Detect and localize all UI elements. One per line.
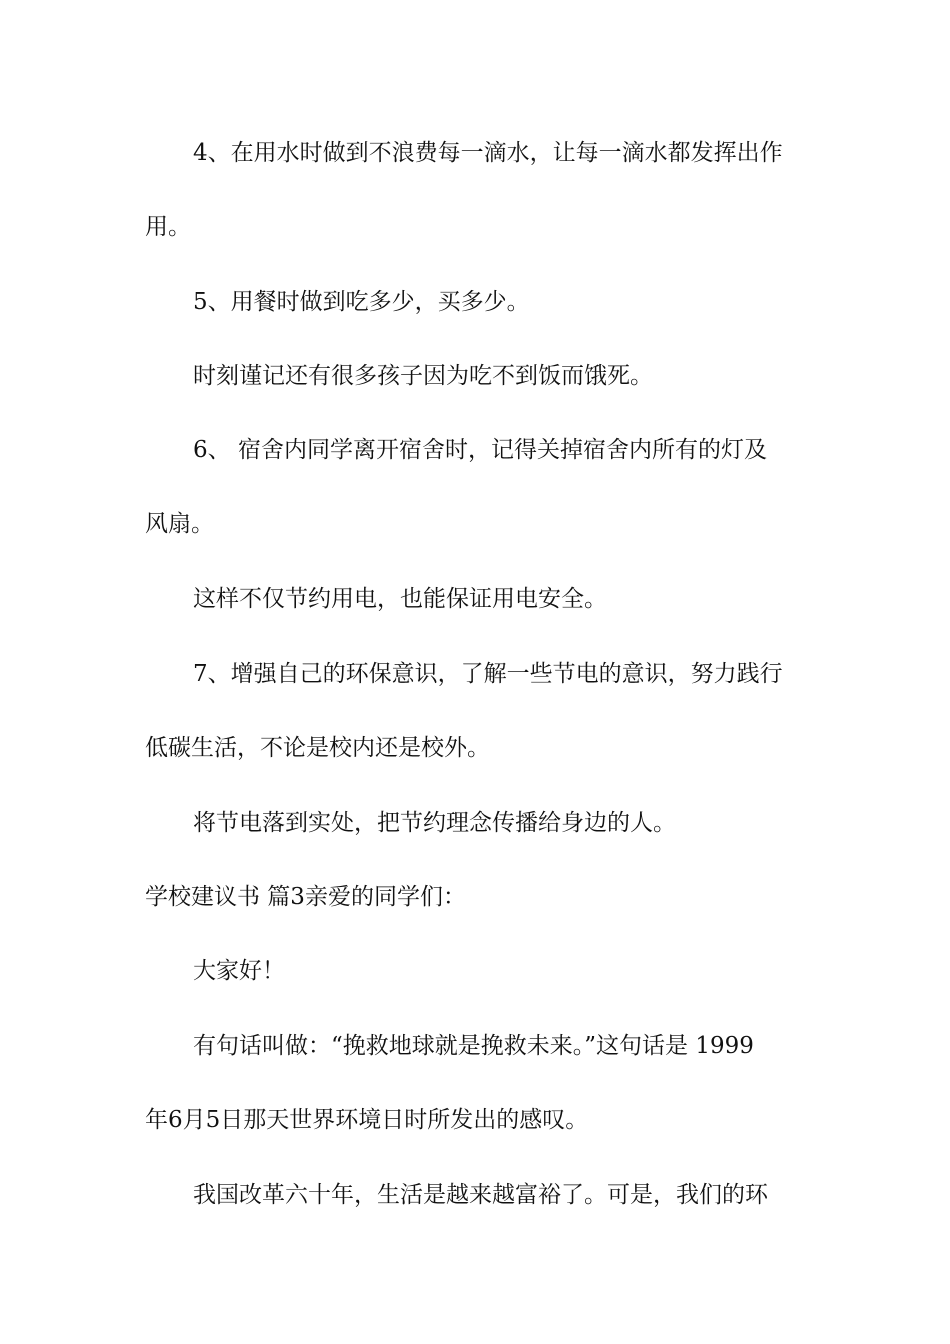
paragraph-line: 大家好！	[193, 958, 285, 984]
paragraph-line: 低碳生活，不论是校内还是校外。	[145, 735, 490, 761]
paragraph-line: 这样不仅节约用电，也能保证用电安全。	[193, 586, 607, 612]
paragraph-line: 年6月5日那天世界环境日时所发出的感叹。	[145, 1107, 589, 1133]
paragraph-line: 用。	[145, 214, 191, 240]
paragraph-line: 时刻谨记还有很多孩子因为吃不到饭而饿死。	[193, 363, 653, 389]
paragraph-line: 我国改革六十年，生活是越来越富裕了。可是，我们的环	[193, 1182, 768, 1208]
paragraph-line: 7、增强自己的环保意识，了解一些节电的意识，努力践行	[193, 661, 783, 687]
paragraph-line: 将节电落到实处，把节约理念传播给身边的人。	[193, 810, 676, 836]
paragraph-line: 5、用餐时做到吃多少，买多少。	[193, 289, 530, 315]
paragraph-line: 有句话叫做：“挽救地球就是挽救未来。”这句话是 1999	[193, 1033, 754, 1059]
paragraph-line: 风扇。	[145, 511, 214, 537]
paragraph-line: 6、 宿舍内同学离开宿舍时，记得关掉宿舍内所有的灯及	[193, 437, 767, 463]
paragraph-line: 4、在用水时做到不浪费每一滴水，让每一滴水都发挥出作	[193, 140, 783, 166]
section-heading: 学校建议书 篇3亲爱的同学们：	[145, 884, 466, 910]
